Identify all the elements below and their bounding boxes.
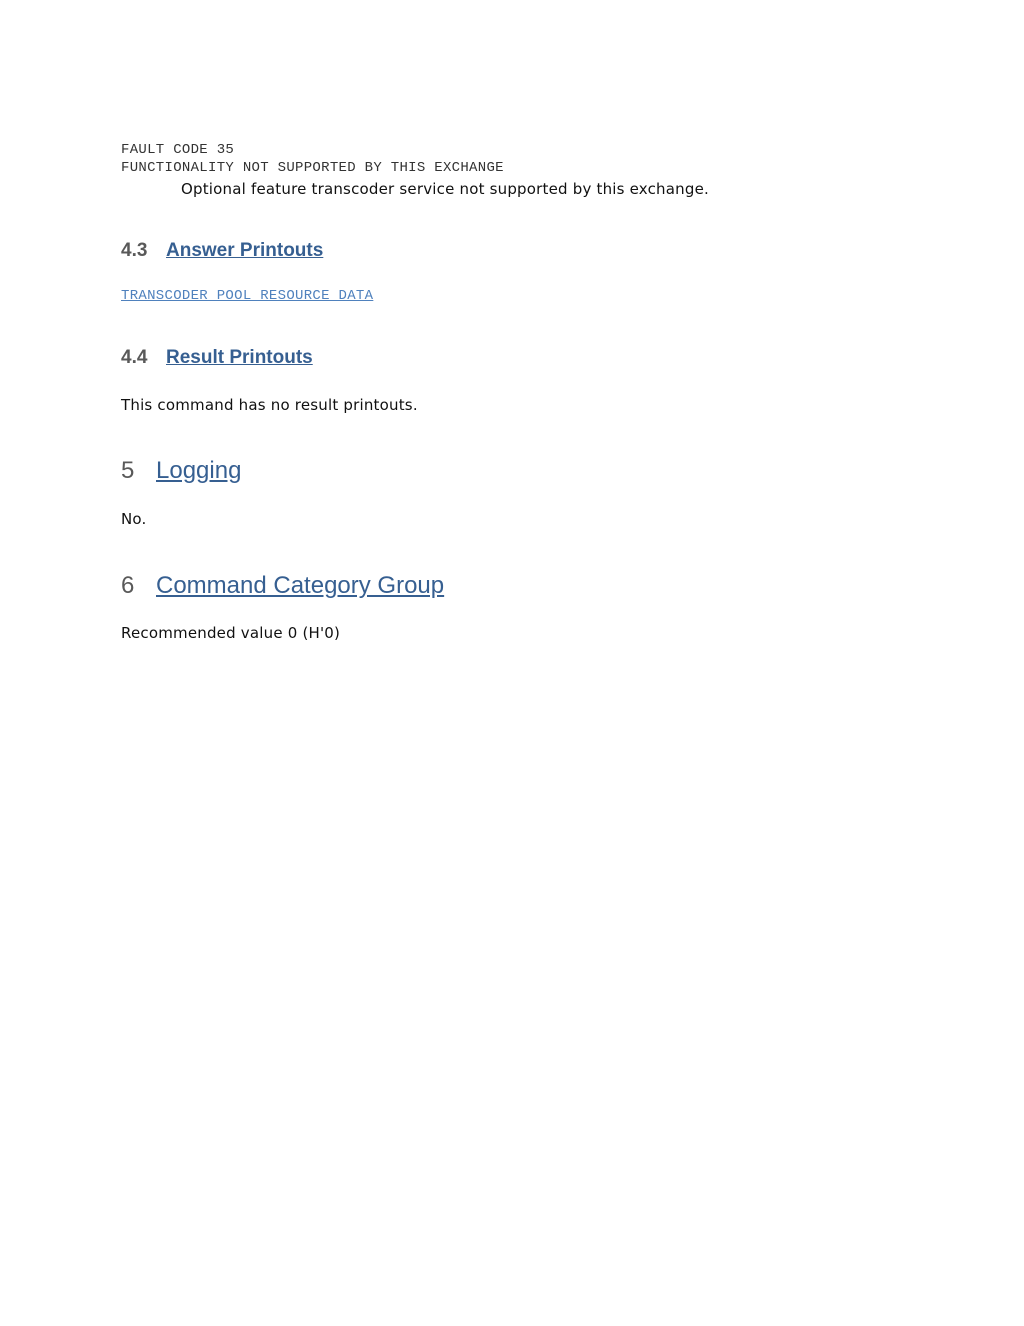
section-5-number: 5 (121, 457, 135, 484)
fault-description: Optional feature transcoder service not supported by this exchange. (181, 180, 709, 198)
section-6-number: 6 (121, 572, 135, 599)
section-4-3-heading (121, 240, 323, 262)
section-4-4-number: 4.4 (121, 347, 148, 368)
section-5-heading (121, 457, 241, 485)
fault-name-line: FUNCTIONALITY NOT SUPPORTED BY THIS EXCHANGE (121, 160, 504, 176)
section-4-4-heading (121, 347, 313, 369)
section-6-text: Recommended value 0 (H'0) (121, 624, 341, 642)
section-5-title[interactable]: Logging (156, 457, 242, 484)
section-4-4-text: This command has no result printouts. (121, 396, 418, 414)
section-4-3-title[interactable]: Answer Printouts (166, 240, 324, 261)
section-4-4-title[interactable]: Result Printouts (166, 347, 313, 368)
fault-code-line: FAULT CODE 35 (121, 142, 235, 158)
transcoder-pool-resource-data-link[interactable]: TRANSCODER POOL RESOURCE DATA (121, 288, 374, 304)
section-5-text: No. (121, 510, 147, 528)
section-4-3-number: 4.3 (121, 240, 148, 261)
section-6-heading (121, 572, 444, 600)
section-6-title[interactable]: Command Category Group (156, 572, 445, 599)
